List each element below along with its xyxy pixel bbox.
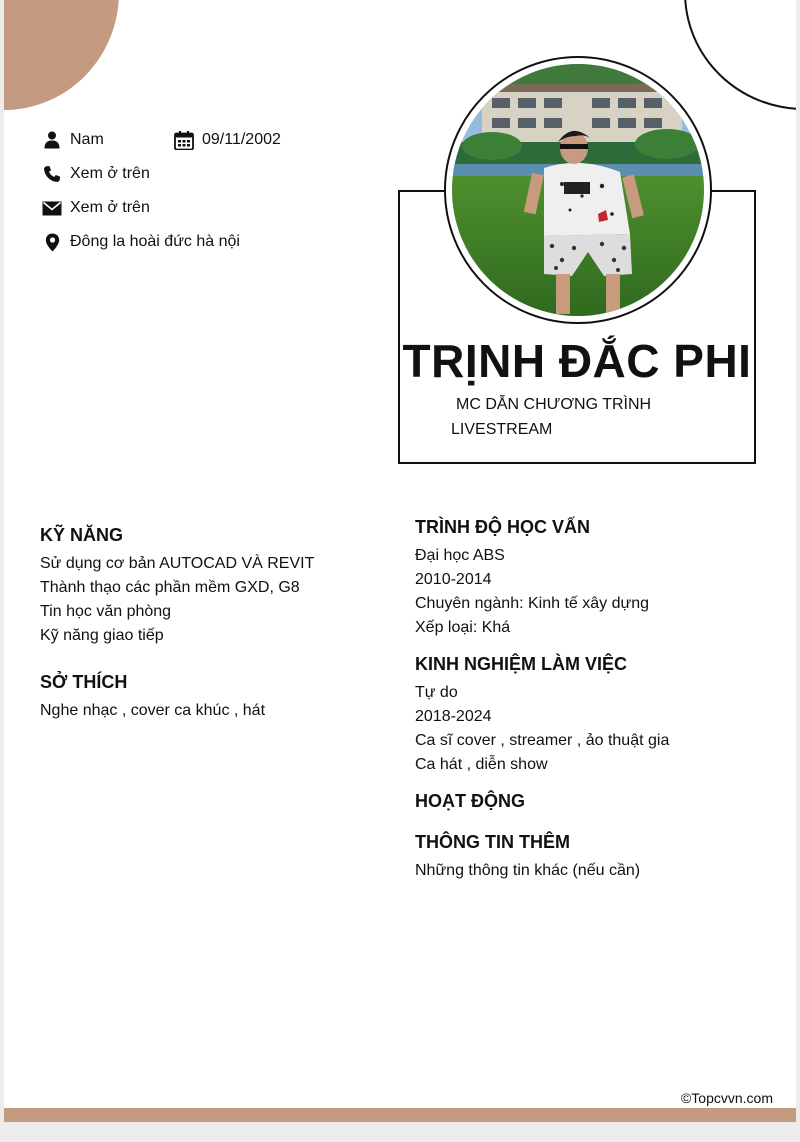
phone-value[interactable]: Xem ở trên (70, 165, 150, 182)
person-icon (42, 130, 62, 150)
birthday-row (174, 130, 281, 150)
list-item: Nghe nhạc , cover ca khúc , hát (40, 702, 266, 719)
list-item: Ca hát , diễn show (415, 756, 548, 773)
candidate-name: TRỊNH ĐẮC PHI (402, 335, 752, 387)
activities-title: HOẠT ĐỘNG (415, 791, 525, 811)
list-item: Ca sĩ cover , streamer , ảo thuật gia (415, 732, 670, 749)
address-value: Đông la hoài đức hà nội (70, 233, 240, 250)
education-title: TRÌNH ĐỘ HỌC VẤN (415, 517, 590, 537)
experience-list (415, 681, 669, 777)
list-item: Tin học văn phòng (40, 603, 172, 620)
envelope-icon (42, 198, 62, 218)
hobbies-title: SỞ THÍCH (40, 672, 128, 692)
decorative-circle-top-left (4, 0, 119, 110)
list-item: Thành thạo các phần mềm GXD, G8 (40, 579, 300, 596)
gender-row (42, 130, 104, 150)
birthday-value: 09/11/2002 (202, 131, 281, 148)
bottom-accent-bar (4, 1108, 796, 1122)
list-item: 2010-2014 (415, 571, 492, 588)
list-item: 2018-2024 (415, 708, 492, 725)
list-item: Xếp loại: Khá (415, 619, 511, 636)
experience-title: KINH NGHIỆM LÀM VIỆC (415, 654, 628, 674)
cv-page (4, 0, 796, 1122)
calendar-icon (174, 130, 194, 150)
phone-row (42, 164, 150, 184)
skills-list (40, 552, 314, 648)
avatar (452, 64, 704, 316)
address-row (42, 232, 240, 252)
email-value[interactable]: Xem ở trên (70, 199, 150, 216)
list-item: Những thông tin khác (nếu cần) (415, 862, 641, 879)
copyright-text: ©Topcvvn.com (680, 1090, 773, 1106)
list-item: Chuyên ngành: Kinh tế xây dựng (415, 595, 649, 612)
candidate-position: MC DẪN CHƯƠNG TRÌNH LIVESTREAM (451, 396, 652, 438)
hobbies-list (40, 699, 265, 723)
skills-title: KỸ NĂNG (40, 525, 124, 545)
phone-icon (42, 164, 62, 184)
list-item: Tự do (415, 684, 458, 701)
additional-info-title: THÔNG TIN THÊM (415, 832, 570, 852)
email-row (42, 198, 150, 218)
list-item: Sử dụng cơ bản AUTOCAD VÀ REVIT (40, 555, 315, 572)
location-pin-icon (42, 232, 62, 252)
list-item: Kỹ năng giao tiếp (40, 627, 164, 644)
decorative-ring-top-right (684, 0, 796, 110)
education-list (415, 544, 649, 640)
additional-info-list (415, 859, 640, 883)
list-item: Đại học ABS (415, 547, 505, 564)
gender-value: Nam (70, 131, 104, 148)
